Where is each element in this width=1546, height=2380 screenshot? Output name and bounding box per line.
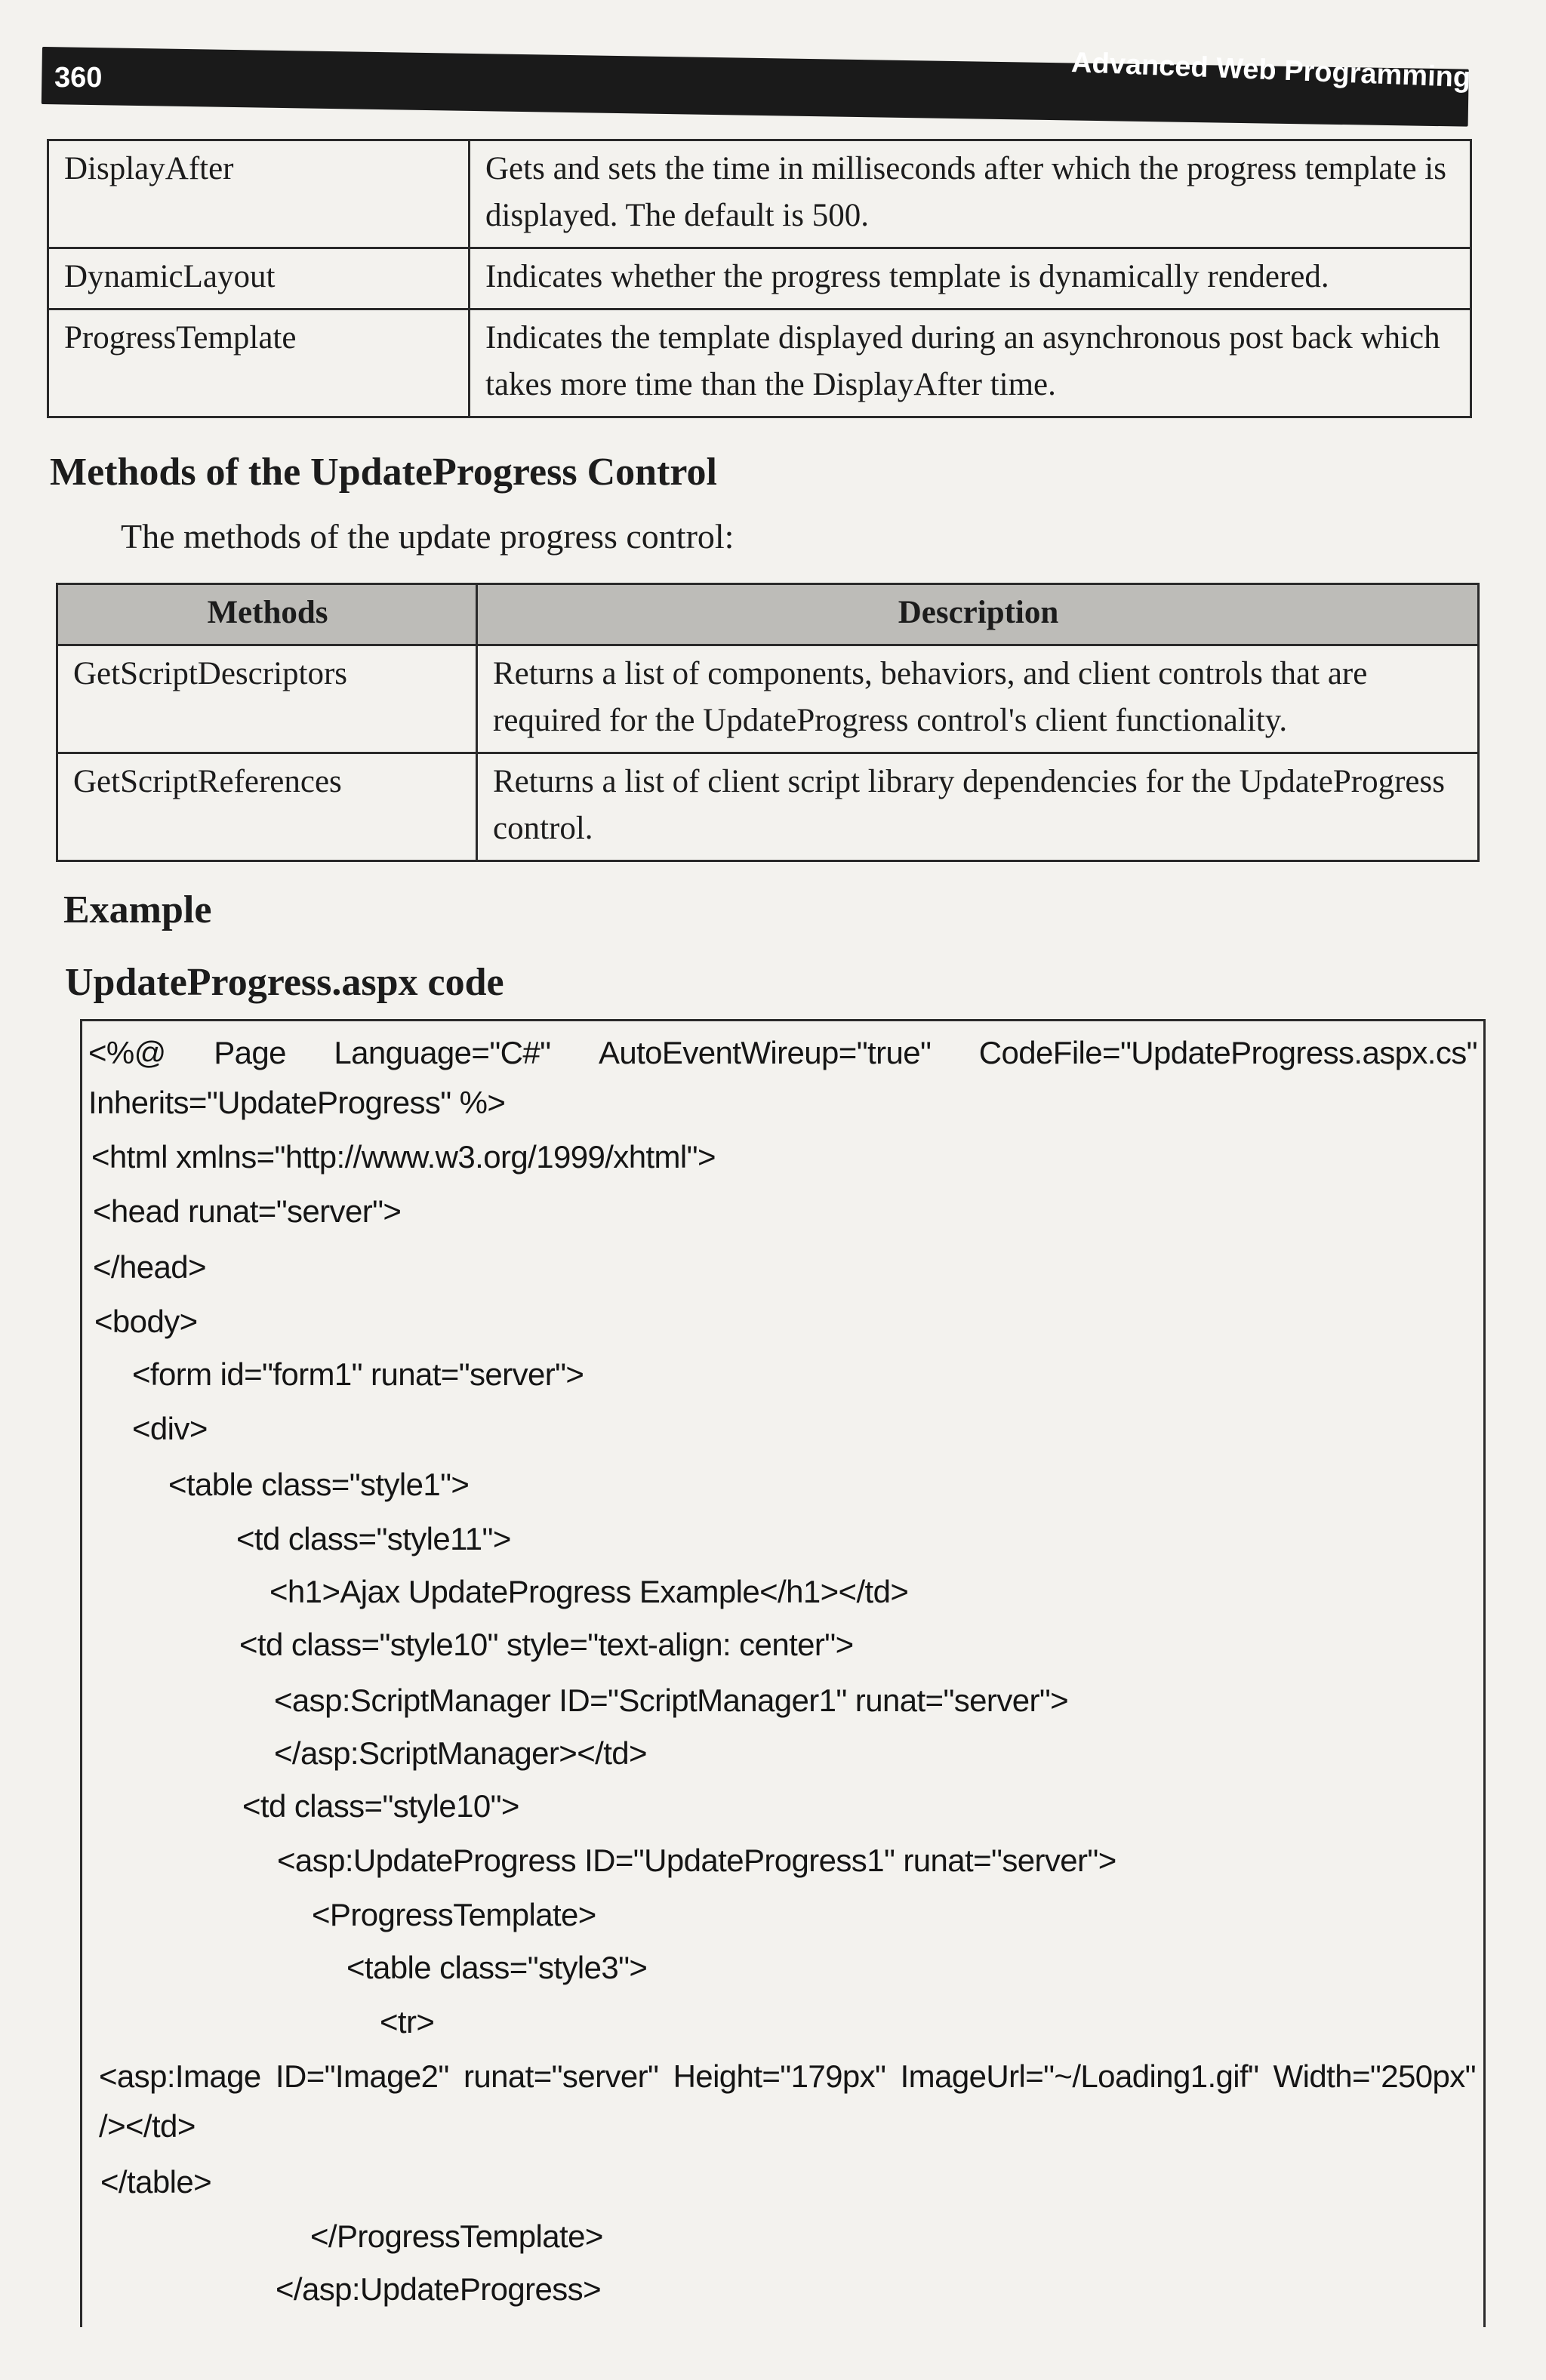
- code-line: </ProgressTemplate>: [310, 2218, 603, 2254]
- code-line: <table class="style1">: [168, 1467, 470, 1502]
- section-heading: Methods of the UpdateProgress Control: [50, 451, 717, 494]
- table-row: [57, 645, 1479, 753]
- code-token: Language="C#": [334, 1035, 551, 1070]
- code-line: <td class="style11">: [236, 1521, 511, 1556]
- code-token: ID="Image2": [275, 2058, 449, 2094]
- column-header-methods: Methods: [57, 584, 477, 645]
- method-name: GetScriptDescriptors: [57, 645, 477, 753]
- code-line: <asp:UpdateProgress ID="UpdateProgress1" runat="server">: [277, 1843, 1116, 1878]
- property-name: ProgressTemplate: [48, 309, 470, 417]
- column-header-description: Description: [477, 584, 1479, 645]
- example-heading: Example: [63, 888, 212, 931]
- code-line: <body>: [94, 1304, 198, 1339]
- method-name: GetScriptReferences: [57, 753, 477, 861]
- code-listing: [80, 1019, 1486, 2327]
- code-token: Width="250px": [1273, 2058, 1476, 2094]
- code-token: Page: [214, 1035, 286, 1070]
- code-line: /></td>: [99, 2108, 196, 2144]
- method-description: Returns a list of client script library dependencies for the UpdateProgress control.: [477, 753, 1479, 861]
- table-row: [48, 309, 1471, 417]
- code-line: </asp:ScriptManager></td>: [274, 1735, 647, 1771]
- code-token: AutoEventWireup="true": [598, 1035, 932, 1070]
- code-line: [88, 1035, 1477, 1071]
- property-description: Gets and sets the time in milliseconds after which the progress template is displayed. The default is 500.: [470, 140, 1471, 248]
- code-line: <head runat="server">: [93, 1193, 402, 1229]
- code-line: <tr>: [380, 2004, 435, 2040]
- properties-table: [47, 139, 1472, 418]
- method-description: Returns a list of components, behaviors, and client controls that are required for the UpdateProgress control's client functionality.: [477, 645, 1479, 753]
- code-line: <form id="form1" runat="server">: [132, 1356, 584, 1392]
- code-line: <h1>Ajax UpdateProgress Example</h1></td>: [269, 1574, 909, 1609]
- code-line: <td class="style10">: [242, 1788, 519, 1824]
- running-title: Advanced Web Programming: [1070, 47, 1471, 94]
- code-line: <asp:ScriptManager ID="ScriptManager1" runat="server">: [274, 1683, 1069, 1718]
- table-row: [57, 753, 1479, 861]
- code-line: <table class="style3">: [346, 1950, 648, 1985]
- code-title: UpdateProgress.aspx code: [65, 961, 504, 1004]
- property-description: Indicates the template displayed during an asynchronous post back which takes more time than the DisplayAfter time.: [470, 309, 1471, 417]
- table-row: [48, 248, 1471, 309]
- property-name: DisplayAfter: [48, 140, 470, 248]
- property-name: DynamicLayout: [48, 248, 470, 309]
- table-header-row: [57, 584, 1479, 645]
- code-line: <ProgressTemplate>: [312, 1897, 596, 1932]
- code-line: </asp:UpdateProgress>: [276, 2271, 602, 2307]
- section-intro: The methods of the update progress control:: [121, 517, 735, 556]
- code-line: <div>: [132, 1411, 208, 1446]
- code-token: <%@: [88, 1035, 166, 1070]
- table-row: [48, 140, 1471, 248]
- code-token: ImageUrl="~/Loading1.gif": [900, 2058, 1259, 2094]
- code-token: Height="179px": [673, 2058, 886, 2094]
- methods-table: [56, 583, 1480, 862]
- code-token: <asp:Image: [99, 2058, 261, 2094]
- property-description: Indicates whether the progress template is dynamically rendered.: [470, 248, 1471, 309]
- code-line: <html xmlns="http://www.w3.org/1999/xhtml">: [91, 1139, 716, 1175]
- code-line: </head>: [93, 1249, 206, 1285]
- code-line: </table>: [100, 2164, 211, 2200]
- code-line: [99, 2058, 1476, 2095]
- code-line: Inherits="UpdateProgress" %>: [88, 1085, 506, 1120]
- code-line: <td class="style10" style="text-align: center">: [239, 1627, 854, 1662]
- code-token: CodeFile="UpdateProgress.aspx.cs": [978, 1035, 1477, 1070]
- page-number: 360: [54, 62, 103, 94]
- code-token: runat="server": [463, 2058, 659, 2094]
